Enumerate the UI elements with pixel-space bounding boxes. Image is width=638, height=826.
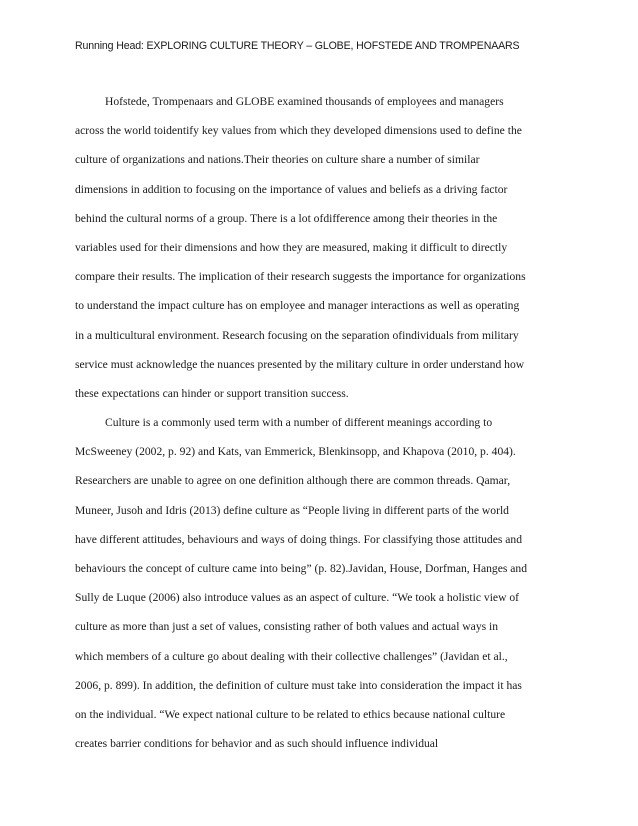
paragraph-2-line-3: Researchers are unable to agree on one definition although there are common threads. Qamar, [75, 474, 511, 488]
paragraph-1-line-8: to understand the impact culture has on employee and manager interactions as well as operating [75, 299, 520, 313]
paragraph-2-line-8: culture as more than just a set of values, consisting rather of both values and actual ways in [75, 620, 499, 634]
body-text [75, 94, 575, 765]
paragraph-1-line-10: service must acknowledge the nuances presented by the military culture in order understand how [75, 357, 525, 371]
paragraph-1-line-5: behind the cultural norms of a group. There is a lot ofdifference among their theories in the [75, 211, 498, 225]
paragraph-2-line-5: have different attitudes, behaviours and ways of doing things. For classifying those attitudes and [75, 532, 523, 546]
paragraph-2-line-1: Culture is a commonly used term with a number of different meanings according to [105, 416, 493, 430]
paragraph-1-line-9: in a multicultural environment. Research focusing on the separation ofindividuals from military [75, 328, 519, 342]
paragraph-2-line-10: 2006, p. 899). In addition, the definition of culture must take into consideration the impact it has [75, 678, 522, 692]
paragraph-1-line-1: Hofstede, Trompenaars and GLOBE examined thousands of employees and managers [105, 95, 504, 108]
paragraph-1-line-4: dimensions in addition to focusing on the importance of values and beliefs as a driving factor [75, 182, 508, 196]
paragraph-2-line-2: McSweeney (2002, p. 92) and Kats, van Emmerick, Blenkinsopp, and Khapova (2010, p. 404). [75, 445, 516, 459]
paragraph-1-line-7: compare their results. The implication of their research suggests the importance for organizations [75, 270, 526, 284]
paragraph-2-line-7: Sully de Luque (2006) also introduce values as an aspect of culture. “We took a holistic view of [75, 591, 520, 605]
paragraph-1-line-3: culture of organizations and nations.Their theories on culture share a number of similar [75, 153, 480, 167]
paragraph-2-line-9: which members of a culture go about dealing with their collective challenges” (Javidan et al., [75, 649, 508, 663]
paragraph-2-line-4: Muneer, Jusoh and Idris (2013) define culture as “People living in different parts of the world [75, 503, 509, 517]
paragraph-2-line-6: behaviours the concept of culture came into being” (p. 82).Javidan, House, Dorfman, Hanges and [75, 562, 528, 575]
paragraph-2-line-11: on the individual. “We expect national culture to be related to ethics because national culture [75, 707, 506, 721]
paragraph-1-line-11: these expectations can hinder or support transition success. [75, 386, 349, 400]
paragraph-1-line-6: variables used for their dimensions and how they are measured, making it difficult to directly [75, 240, 508, 254]
running-head: Running Head: EXPLORING CULTURE THEORY – GLOBE, HOFSTEDE AND TROMPENAARS [75, 40, 520, 52]
paragraph-2-line-12: creates barrier conditions for behavior and as such should influence individual [75, 737, 439, 751]
paragraph-1-line-2: across the world toidentify key values from which they developed dimensions used to define the [75, 124, 522, 138]
